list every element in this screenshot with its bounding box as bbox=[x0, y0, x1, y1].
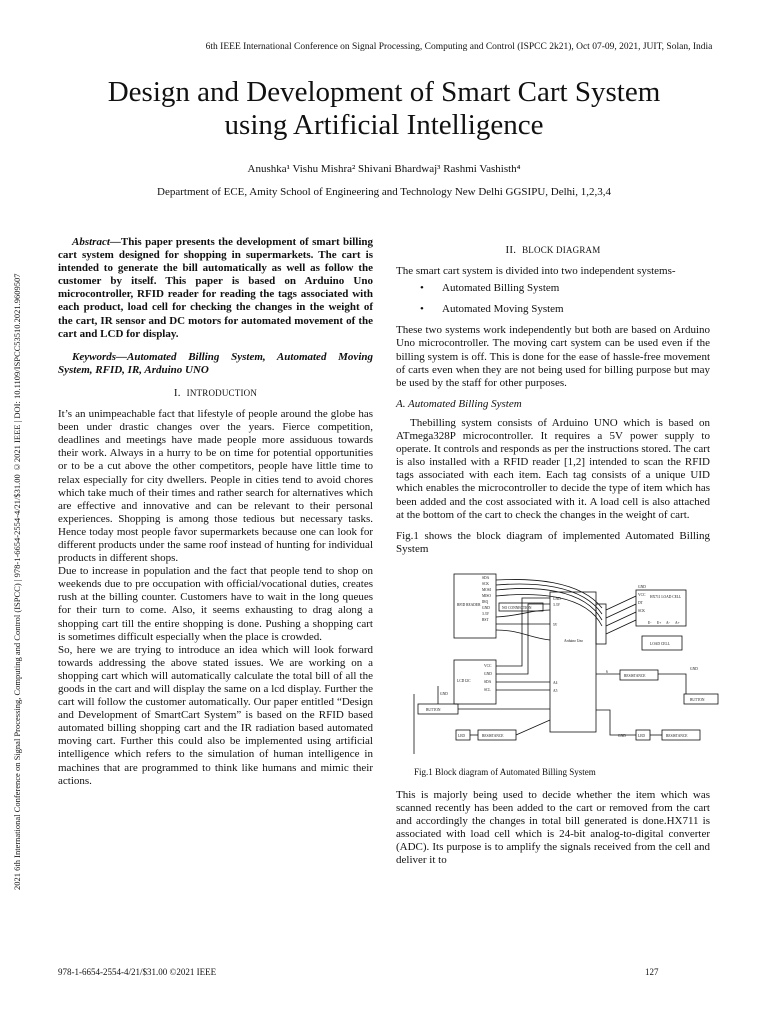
figure-1 bbox=[396, 570, 710, 754]
rfid-pin-label: MISO bbox=[482, 593, 491, 598]
subsection-heading-billing: A. Automated Billing System bbox=[396, 397, 522, 410]
hx-bottom-label: A- bbox=[666, 620, 670, 625]
rfid-pin-label: 3.3V bbox=[482, 611, 490, 616]
arduino-box bbox=[550, 592, 596, 732]
intro-paragraph-2: Due to increase in population and the fact that people tend to shop on weekends due to pre occupation with official/vocational duties, creates rush at the billing counter. Customers have to wait in the long queues for their turn to come. Also, it seems exhausting to drag along a shopping cart till the entire shopping is done. Pushing a shopping cart is sometimes difficult especially when the place is crowded. bbox=[58, 565, 373, 643]
billing-paragraph-3: This is majorly being used to decide whether the item which was scanned recently has been added to the cart or removed from the cart and accordingly the changes in total bill generated is done.HX711 is associated with load cell which is 24-bit analog-to-digital converter (ADC). Its purpose is to amplify the signals received from the cell and deliver it to bbox=[396, 788, 710, 867]
billing-paragraph-1: Thebilling system consists of Arduino UNO which is based on ATmega328P microcontroller. It requires a 5V power supply to operate. It controls and responds as per the instructions stored. The cart is also installed with a RFID reader [1,2] intended to scan the RFID tags associated with each item. Each tag consists of a unique UID which enables the microcontroller to decide the type of item which has been added and the cost associated with it. A load cell is also attached at the bottom of the cart to check the changes in the weight of cart. bbox=[396, 416, 710, 521]
figure-caption: Fig.1 Block diagram of Automated Billing System bbox=[414, 766, 596, 777]
lcd-label: LCD I2C bbox=[457, 678, 471, 683]
lcd-pin-label: GND bbox=[484, 671, 492, 676]
author-list: Anushka¹ Vishu Mishra² Shivani Bhardwaj³ Rashmi Vashisth⁴ bbox=[247, 163, 521, 175]
hx711-label: HX711 LOAD CELL bbox=[650, 594, 682, 599]
affiliation: Department of ECE, Amity School of Engineering and Technology New Delhi GGSIPU, Delhi, 1,2,3,4 bbox=[157, 186, 611, 198]
block-paragraph-2: These two systems work independently but both are based on Arduino Uno microcontroller. The moving cart system can be used even if the billing system is off. This is done for the ease of hassle-free movement of carts even when they are not being used for billing purpose but may be used by the staff for other purposes. bbox=[396, 324, 710, 389]
uno-pin-label: A5 bbox=[553, 688, 558, 693]
rfid-pin-label: MOSI bbox=[482, 587, 491, 592]
paper-title bbox=[40, 76, 728, 142]
hx-pin-label: GND bbox=[638, 584, 646, 589]
rfid-pin-label: SDA bbox=[482, 575, 490, 580]
rfid-pin-label: SCK bbox=[482, 581, 489, 586]
block-diagram bbox=[410, 570, 705, 754]
section-title: BLOCK DIAGRAM bbox=[522, 245, 601, 255]
abstract bbox=[58, 236, 373, 341]
rfid-pin-label: RST bbox=[482, 617, 489, 622]
led-label: LED bbox=[638, 733, 645, 738]
side-doi-note: 2021 6th International Conference on Signal Processing, Computing and Control (ISPCC) | 978-1-6654-2554-4/21/$31.00 ©2021 IEEE | DOI: 10.1109/ISPCC53510.2021.9609507 bbox=[12, 273, 22, 890]
system-list bbox=[396, 282, 710, 316]
load-cell-label: LOAD CELL bbox=[650, 641, 670, 646]
title-line-2: using Artificial Intelligence bbox=[224, 109, 544, 141]
button-label: BUTTON bbox=[690, 697, 705, 702]
abstract-label: Abstract— bbox=[72, 236, 121, 248]
hx-pin-label: VCC bbox=[638, 592, 646, 597]
intro-paragraph-3: So, here we are trying to introduce an idea which will look forward towards addressing the above stated issues. We are working on a shopping cart which will automatically calculate the total bill of all the goods in the cart and will display the same on a lcd display. Further the cart will follow the customer automatically. Our paper entitled “Design and Development of SmartCart System” is based on the RFID based automated billing shopping cart and the IR radiation based automated moving cart. Further this could also be implemented using artificial intelligence which refers to the simulation of human intelligence in machines that are programmed to think like humans and mimic their actions. bbox=[58, 643, 373, 787]
no-connection-label: NO CONNECTION bbox=[502, 605, 532, 610]
lcd-pin-label: SDA bbox=[484, 679, 492, 684]
rfid-pin-label: IRQ bbox=[482, 599, 489, 604]
gnd-label: GND bbox=[690, 666, 698, 671]
lcd-pin-label: SCL bbox=[484, 687, 491, 692]
arduino-label: Arduino Uno bbox=[564, 638, 584, 643]
rfid-label: RFID READER bbox=[457, 602, 481, 607]
uno-pin-label: 3.3V bbox=[553, 602, 561, 607]
resistance-label: RESISTANCE bbox=[482, 733, 504, 738]
section-number: I. bbox=[173, 386, 181, 399]
section-heading-block-diagram bbox=[396, 244, 710, 257]
section-heading-introduction bbox=[58, 387, 373, 400]
uno-pin-label: A4 bbox=[553, 680, 558, 685]
section-title: INTRODUCTION bbox=[186, 387, 258, 398]
intro-paragraph-1: It’s an unimpeachable fact that lifestyle of people around the globe has been under drastic changes over the years. Fierce competition, deadlines and meetings have made people more assiduous towards their work. Always in a hurry to be on time for potential opportunities or to be a cut above the other competitors, people have little time to relax especially for city dwellers. People in cities tend to avoid chores which take much of their times and rather search for alternatives which are effective and innovative and can be relevant to their personal experiences. Shopping is among those tedious but necessary tasks. Hence today most people favor supermarkets because one can look for different products under the same roof instead of hunting for individual products in different shops. bbox=[58, 408, 373, 565]
resistance-label: RESISTANCE bbox=[624, 673, 646, 678]
title-line-1: Design and Development of Smart Cart System bbox=[107, 76, 661, 108]
keywords: Keywords—Automated Billing System, Automated Moving System, RFID, IR, Arduino UNO bbox=[58, 350, 373, 376]
billing-paragraph-2: Fig.1 shows the block diagram of implemented Automated Billing System bbox=[396, 529, 710, 555]
hx-pin-label: SCK bbox=[638, 608, 645, 613]
uno-pin-label: GND bbox=[553, 596, 561, 601]
gnd-label: GND bbox=[440, 691, 448, 696]
gnd-label: GND bbox=[618, 733, 626, 738]
button-label: BUTTON bbox=[426, 707, 441, 712]
led-label: LED bbox=[458, 733, 465, 738]
list-item: • Automated Billing System bbox=[396, 282, 710, 295]
pin-label: 6 bbox=[606, 669, 608, 674]
abstract-text: This paper presents the development of smart billing cart system designed for shopping in supermarkets. The cart is intended to generate the bill automatically as well as follow the customer by itself. This paper is based on Arduino Uno microcontroller, RFID reader for reading the tags associated with each product, load cell for checking the changes in the weight of the cart, IR sensor and DC motors for automated movement of the cart and LCD for display. bbox=[58, 236, 373, 340]
footer-copyright: 978-1-6654-2554-4/21/$31.00 ©2021 IEEE bbox=[58, 967, 217, 977]
right-column bbox=[396, 244, 710, 868]
hx-bottom-label: A+ bbox=[675, 620, 680, 625]
block-paragraph-1: The smart cart system is divided into two independent systems- bbox=[396, 265, 676, 278]
section-number: II. bbox=[505, 244, 517, 256]
resistance-label: RESISTANCE bbox=[666, 733, 688, 738]
page-number: 127 bbox=[645, 967, 659, 977]
hx-bottom-label: E+ bbox=[657, 620, 662, 625]
conference-header: 6th IEEE International Conference on Signal Processing, Computing and Control (ISPCC 2k21), Oct 07-09, 2021, JUIT, Solan, India bbox=[205, 42, 713, 52]
lcd-pin-label: VCC bbox=[484, 663, 492, 668]
hx-pin-label: DT bbox=[638, 600, 643, 605]
list-item: • Automated Moving System bbox=[396, 303, 710, 316]
rfid-pin-label: GND bbox=[482, 605, 490, 610]
uno-pin-label: 5V bbox=[553, 622, 558, 627]
left-column bbox=[58, 236, 373, 788]
hx-bottom-label: E- bbox=[648, 620, 652, 625]
